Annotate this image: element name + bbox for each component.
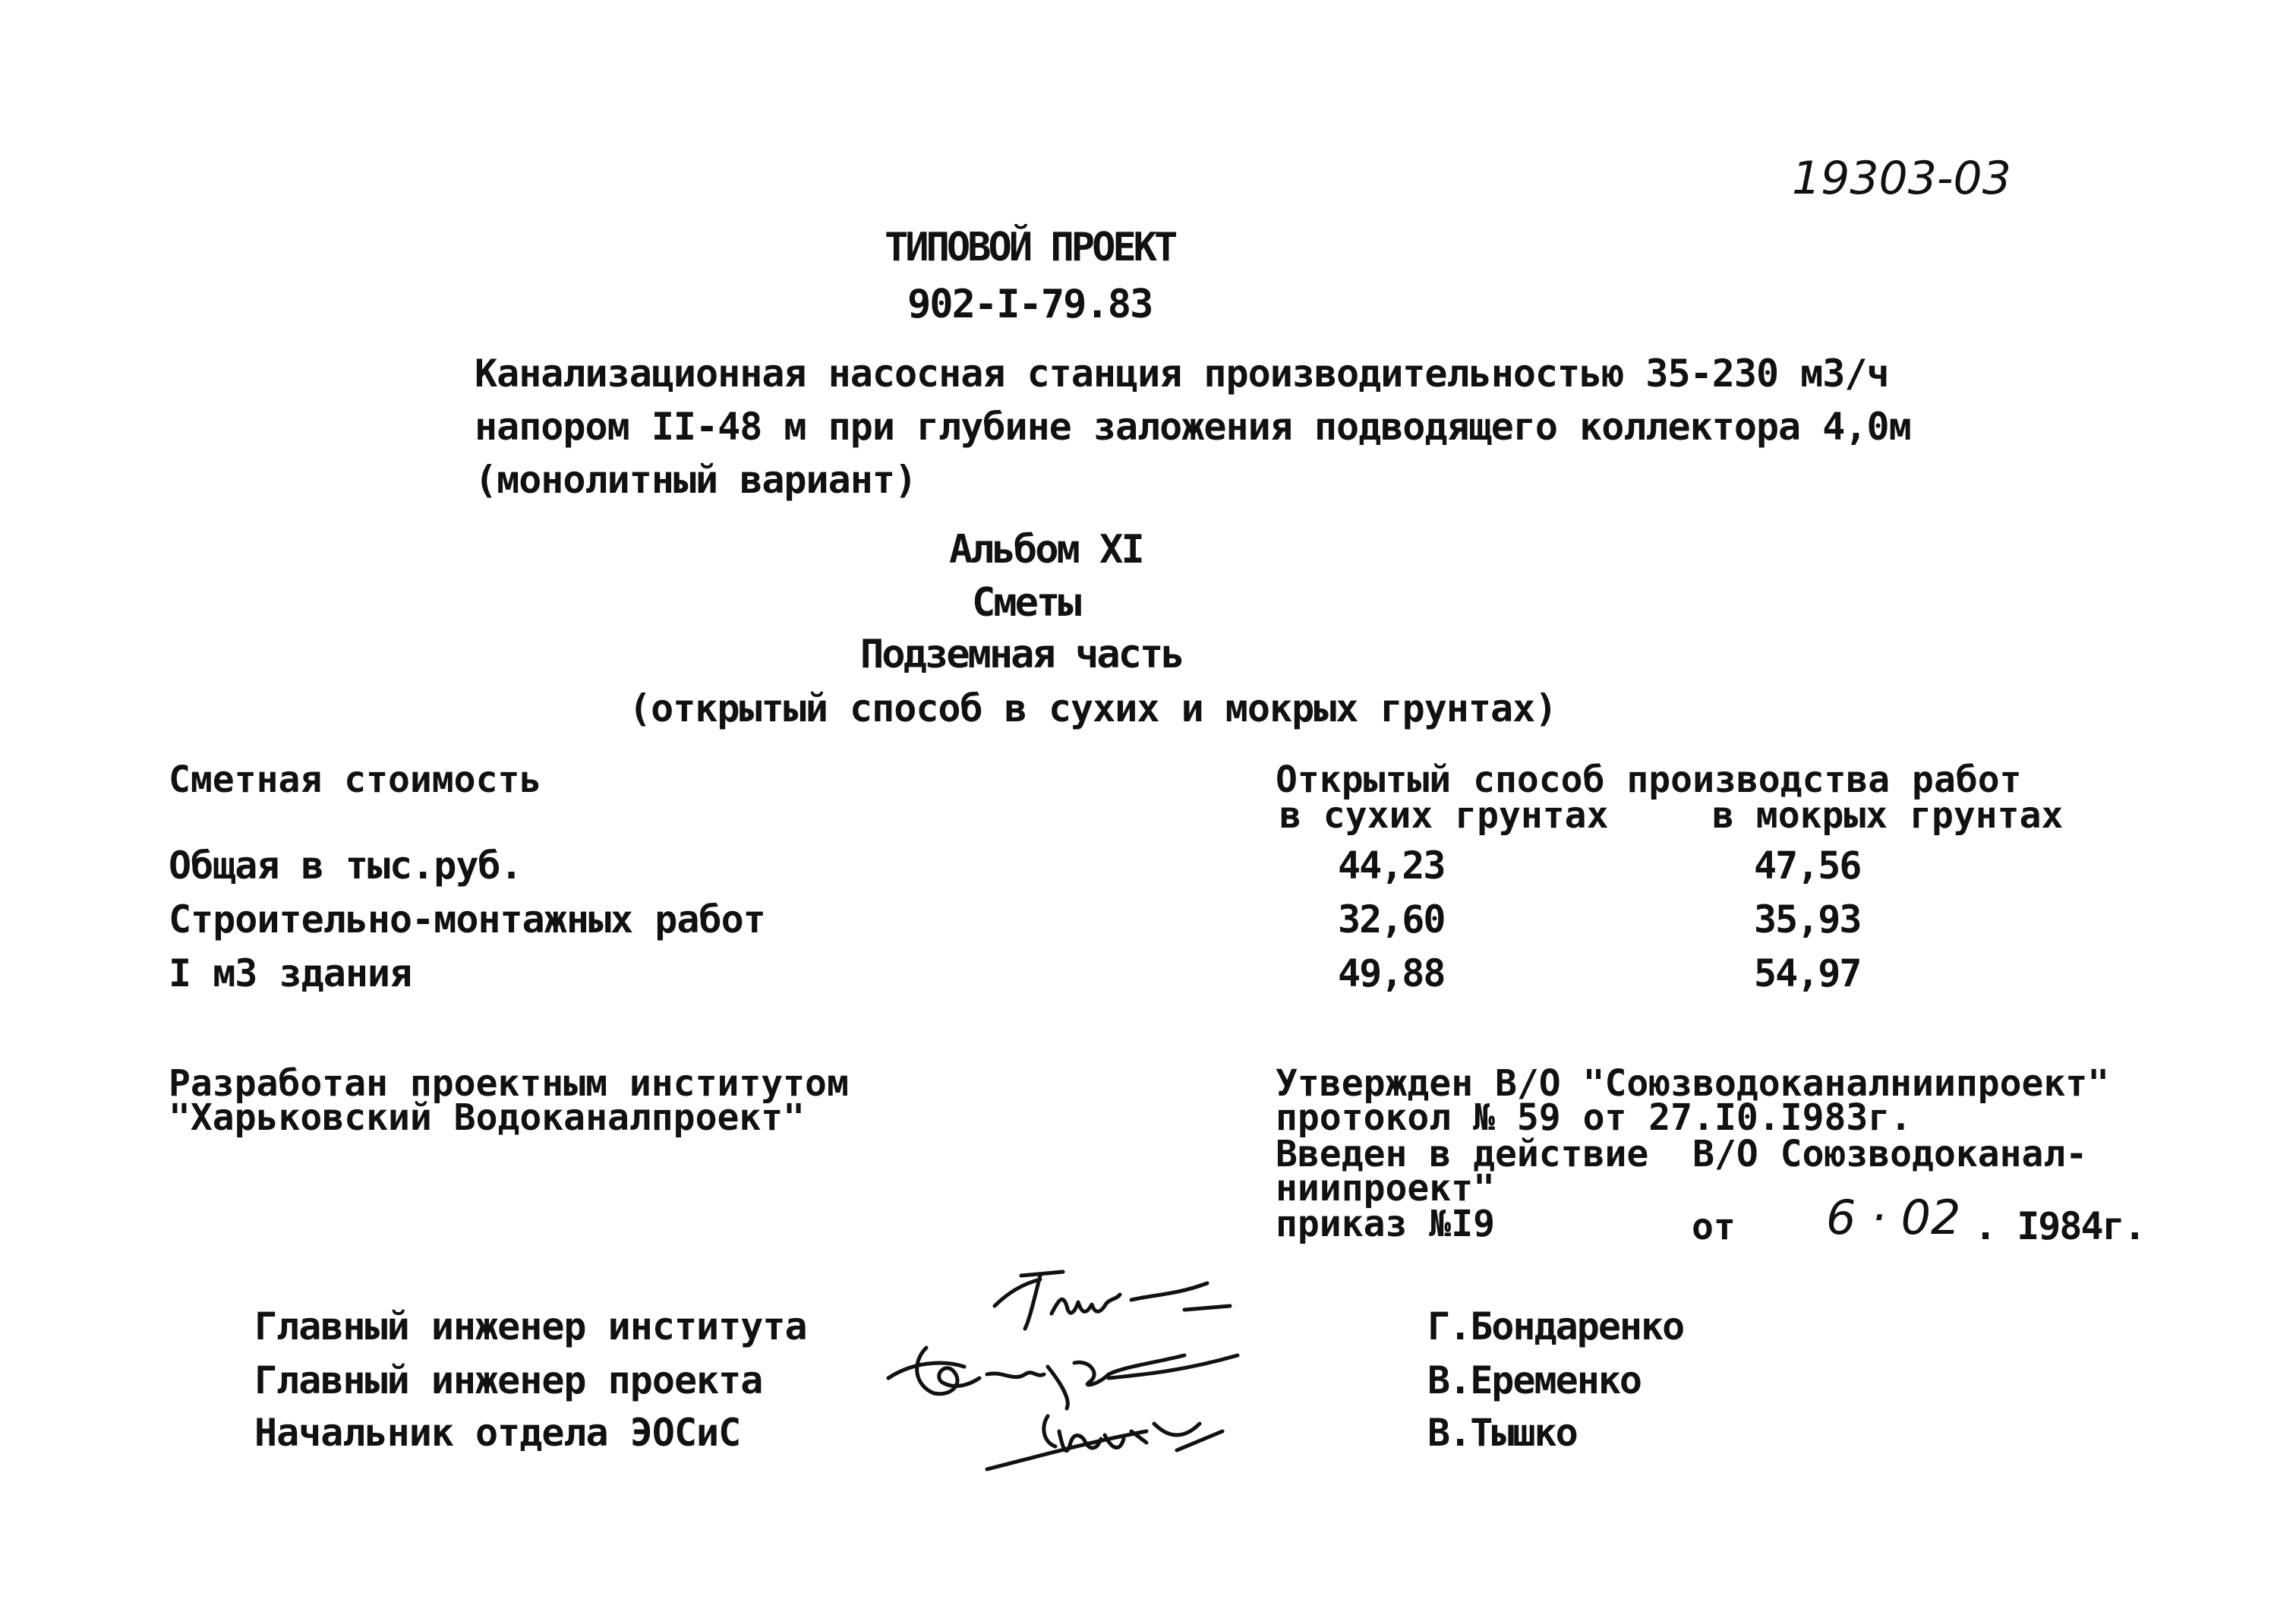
- cost-row-wet: 35,93: [1754, 897, 1861, 942]
- approval-from-label: от: [1692, 1206, 1736, 1248]
- developer-line-1: Разработан проектным институтом: [169, 1062, 849, 1105]
- description-line-2: напором II-48 м при глубине заложения подводящего коллектора 4,0м: [475, 405, 1911, 449]
- signature-department-head: [972, 1397, 1245, 1481]
- album-method: (открытый способ в сухих и мокрых грунтах): [629, 686, 1557, 730]
- cost-row-wet: 54,97: [1754, 951, 1861, 995]
- signatory-role: Главный инженер проекта: [254, 1358, 763, 1402]
- signatory-role: Главный инженер института: [254, 1304, 807, 1348]
- approval-line-1: Утвержден В/О "Союзводоканалниипроект": [1276, 1062, 2110, 1105]
- album-part: Подземная часть: [860, 632, 1183, 677]
- cost-row-dry: 44,23: [1338, 844, 1445, 888]
- approval-year: . I984г.: [1974, 1204, 2145, 1248]
- cost-row-label: Общая в тыс.руб.: [169, 844, 522, 888]
- signatory-name: Г.Бондаренко: [1427, 1304, 1684, 1348]
- signatory-name: В.Еременко: [1427, 1358, 1642, 1402]
- approval-line-2: протокол № 59 от 27.I0.I983г.: [1276, 1096, 1913, 1139]
- project-code: 902-I-79.83: [907, 282, 1153, 327]
- cost-table-col-wet: в мокрых грунтах: [1712, 794, 2064, 837]
- album-number: Альбом XI: [949, 527, 1143, 573]
- cost-row-label: I м3 здания: [169, 951, 412, 995]
- document-number: 19303-03: [1792, 152, 2011, 205]
- cost-row-wet: 47,56: [1754, 844, 1861, 888]
- approval-order: приказ №I9: [1276, 1203, 1495, 1245]
- developer-line-2: "Харьковский Водоканалпроект": [169, 1096, 806, 1139]
- description-line-1: Канализационная насосная станция производительностью 35-230 м3/ч: [475, 352, 1889, 396]
- approval-line-4: ниипроект": [1276, 1167, 1495, 1210]
- approval-line-3: Введен в действие В/О Союзводоканал-: [1276, 1133, 2088, 1175]
- cost-row-label: Строительно-монтажных работ: [169, 897, 765, 942]
- signatory-role: Начальник отдела ЭОСиС: [254, 1411, 741, 1455]
- cost-row-dry: 32,60: [1338, 897, 1445, 942]
- cost-table-header: Сметная стоимость: [169, 759, 542, 801]
- project-title: ТИПОВОЙ ПРОЕКТ: [885, 225, 1175, 270]
- description-line-3: (монолитный вариант): [475, 458, 917, 502]
- album-type: Сметы: [972, 580, 1080, 626]
- cost-table-group-header: Открытый способ производства работ: [1276, 759, 2022, 801]
- cost-row-dry: 49,88: [1338, 951, 1445, 995]
- signatory-name: В.Тышко: [1427, 1411, 1577, 1455]
- approval-date-handwritten: 6 · 02: [1826, 1190, 1961, 1245]
- cost-table-col-dry: в сухих грунтах: [1279, 794, 1609, 837]
